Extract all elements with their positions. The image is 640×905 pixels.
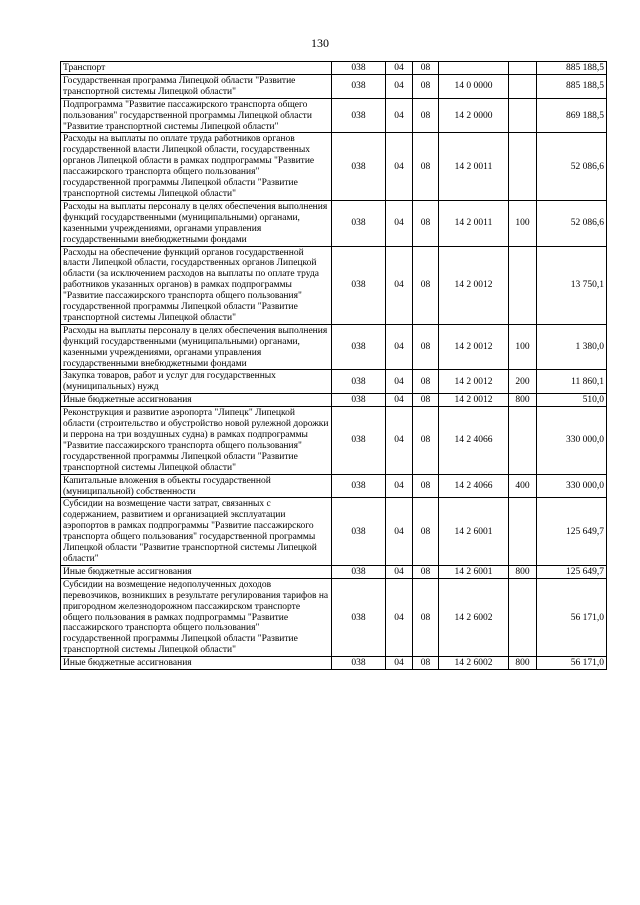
row-subsection-code-cell: 08 (413, 246, 439, 324)
row-expense-type-cell: 800 (509, 657, 537, 670)
row-admin-code-cell: 038 (332, 324, 386, 370)
row-expense-type-cell (509, 246, 537, 324)
row-section-code-cell: 04 (386, 370, 413, 394)
row-admin-code-cell: 038 (332, 394, 386, 407)
row-admin-code-cell: 038 (332, 498, 386, 565)
row-name-cell: Субсидии на возмещение части затрат, связанных с содержанием, развитием и организацией эксплуатации аэропортов в рамках подпрограммы "Развитие пассажирского транспорта общего пользования" государственной программы Липецкой области "Развитие транспортной системы Липецкой области" (61, 498, 332, 565)
row-section-code-cell: 04 (386, 657, 413, 670)
row-name-cell: Расходы на обеспечение функций органов государственной власти Липецкой области, государственных органов Липецкой области (за исключением расходов на выплаты по оплате труда работников указанных органов) в рамках подпрограммы "Развитие пассажирского транспорта общего пользования" государственной программы Липецкой области "Развитие транспортной системы Липецкой области" (61, 246, 332, 324)
row-section-code-cell: 04 (386, 246, 413, 324)
row-amount-cell: 330 000,0 (537, 474, 607, 498)
row-section-code-cell: 04 (386, 324, 413, 370)
table-row (61, 578, 607, 656)
table-row (61, 394, 607, 407)
row-expense-type-cell: 400 (509, 474, 537, 498)
row-expense-type-cell: 800 (509, 565, 537, 578)
row-admin-code-cell: 038 (332, 407, 386, 474)
table-row (61, 98, 607, 133)
row-admin-code-cell: 038 (332, 657, 386, 670)
row-name-cell: Подпрограмма "Развитие пассажирского транспорта общего пользования" государственной программы Липецкой области "Развитие транспортной системы Липецкой области" (61, 98, 332, 133)
row-amount-cell: 13 750,1 (537, 246, 607, 324)
row-name-cell: Реконструкция и развитие аэропорта "Липецк" Липецкой области (строительство и обустройство новой рулежной дорожки и перрона на три воздушных судна) в рамках подпрограммы "Развитие пассажирского транспорта общего пользования" государственной программы Липецкой области "Развитие транспортной системы Липецкой области" (61, 407, 332, 474)
row-expense-type-cell: 200 (509, 370, 537, 394)
row-target-code-cell: 14 2 6001 (439, 565, 509, 578)
row-name-cell: Расходы на выплаты персоналу в целях обеспечения выполнения функций государственными (муниципальными) органами, казенными учреждениями, органами управления государственными внебюджетными фондами (61, 324, 332, 370)
row-section-code-cell: 04 (386, 407, 413, 474)
row-admin-code-cell: 038 (332, 370, 386, 394)
row-name-cell: Расходы на выплаты персоналу в целях обеспечения выполнения функций государственными (муниципальными) органами, казенными учреждениями, органами управления государственными внебюджетными фондами (61, 200, 332, 246)
row-name-cell: Закупка товаров, работ и услуг для государственных (муниципальных) нужд (61, 370, 332, 394)
table-row (61, 370, 607, 394)
row-admin-code-cell: 038 (332, 74, 386, 98)
row-expense-type-cell (509, 498, 537, 565)
row-subsection-code-cell: 08 (413, 98, 439, 133)
row-target-code-cell: 14 2 0012 (439, 324, 509, 370)
row-amount-cell: 52 086,6 (537, 133, 607, 200)
row-section-code-cell: 04 (386, 565, 413, 578)
row-section-code-cell: 04 (386, 578, 413, 656)
row-subsection-code-cell: 08 (413, 394, 439, 407)
row-subsection-code-cell: 08 (413, 565, 439, 578)
row-expense-type-cell (509, 133, 537, 200)
table-row (61, 133, 607, 200)
row-subsection-code-cell: 08 (413, 62, 439, 75)
row-subsection-code-cell: 08 (413, 324, 439, 370)
row-amount-cell: 885 188,5 (537, 74, 607, 98)
row-target-code-cell: 14 2 0011 (439, 133, 509, 200)
row-subsection-code-cell: 08 (413, 407, 439, 474)
row-subsection-code-cell: 08 (413, 133, 439, 200)
row-subsection-code-cell: 08 (413, 474, 439, 498)
row-expense-type-cell (509, 407, 537, 474)
row-admin-code-cell: 038 (332, 474, 386, 498)
row-expense-type-cell: 100 (509, 200, 537, 246)
row-name-cell: Капитальные вложения в объекты государственной (муниципальной) собственности (61, 474, 332, 498)
row-name-cell: Государственная программа Липецкой области "Развитие транспортной системы Липецкой области" (61, 74, 332, 98)
row-section-code-cell: 04 (386, 62, 413, 75)
row-amount-cell: 52 086,6 (537, 200, 607, 246)
table-row (61, 74, 607, 98)
row-admin-code-cell: 038 (332, 133, 386, 200)
table-row (61, 565, 607, 578)
row-subsection-code-cell: 08 (413, 498, 439, 565)
row-subsection-code-cell: 08 (413, 200, 439, 246)
row-amount-cell: 11 860,1 (537, 370, 607, 394)
row-section-code-cell: 04 (386, 74, 413, 98)
row-name-cell: Расходы на выплаты по оплате труда работников органов государственной власти Липецкой области, государственных органов Липецкой области в рамках подпрограммы "Развитие пассажирского транспорта общего пользования" государственной программы Липецкой области "Развитие транспортной системы Липецкой области" (61, 133, 332, 200)
table-row (61, 246, 607, 324)
page-number: 130 (311, 36, 329, 50)
row-expense-type-cell (509, 74, 537, 98)
table-row (61, 657, 607, 670)
row-subsection-code-cell: 08 (413, 657, 439, 670)
row-section-code-cell: 04 (386, 133, 413, 200)
row-name-cell: Иные бюджетные ассигнования (61, 394, 332, 407)
row-expense-type-cell (509, 578, 537, 656)
row-amount-cell: 330 000,0 (537, 407, 607, 474)
row-name-cell: Иные бюджетные ассигнования (61, 565, 332, 578)
row-expense-type-cell: 800 (509, 394, 537, 407)
row-admin-code-cell: 038 (332, 565, 386, 578)
row-amount-cell: 510,0 (537, 394, 607, 407)
row-name-cell: Транспорт (61, 62, 332, 75)
row-subsection-code-cell: 08 (413, 578, 439, 656)
row-target-code-cell: 14 2 6001 (439, 498, 509, 565)
row-amount-cell: 869 188,5 (537, 98, 607, 133)
row-section-code-cell: 04 (386, 498, 413, 565)
row-expense-type-cell (509, 98, 537, 133)
budget-table (60, 61, 607, 670)
row-section-code-cell: 04 (386, 98, 413, 133)
row-amount-cell: 56 171,0 (537, 578, 607, 656)
row-amount-cell: 125 649,7 (537, 565, 607, 578)
row-section-code-cell: 04 (386, 474, 413, 498)
table-row (61, 474, 607, 498)
row-target-code-cell: 14 2 6002 (439, 578, 509, 656)
row-target-code-cell: 14 2 0012 (439, 246, 509, 324)
row-target-code-cell: 14 2 4066 (439, 474, 509, 498)
row-admin-code-cell: 038 (332, 200, 386, 246)
row-admin-code-cell: 038 (332, 246, 386, 324)
row-name-cell: Иные бюджетные ассигнования (61, 657, 332, 670)
table-row (61, 324, 607, 370)
row-section-code-cell: 04 (386, 200, 413, 246)
row-target-code-cell: 14 2 0000 (439, 98, 509, 133)
row-expense-type-cell (509, 62, 537, 75)
row-name-cell: Субсидии на возмещение недополученных доходов перевозчиков, возникших в результате регулирования тарифов на пригородном железнодорожном пассажирском транспорте общего пользования в рамках подпрограммы "Развитие пассажирского транспорта общего пользования" государственной программы Липецкой области "Развитие транспортной системы Липецкой области" (61, 578, 332, 656)
row-amount-cell: 1 380,0 (537, 324, 607, 370)
row-admin-code-cell: 038 (332, 578, 386, 656)
row-admin-code-cell: 038 (332, 98, 386, 133)
row-subsection-code-cell: 08 (413, 74, 439, 98)
row-target-code-cell: 14 2 0012 (439, 370, 509, 394)
row-subsection-code-cell: 08 (413, 370, 439, 394)
row-amount-cell: 885 188,5 (537, 62, 607, 75)
row-target-code-cell: 14 2 0012 (439, 394, 509, 407)
row-target-code-cell: 14 2 0011 (439, 200, 509, 246)
row-target-code-cell: 14 2 4066 (439, 407, 509, 474)
table-row (61, 407, 607, 474)
row-admin-code-cell: 038 (332, 62, 386, 75)
table-row (61, 200, 607, 246)
table-row (61, 498, 607, 565)
row-section-code-cell: 04 (386, 394, 413, 407)
row-amount-cell: 125 649,7 (537, 498, 607, 565)
row-target-code-cell: 14 2 6002 (439, 657, 509, 670)
table-row (61, 62, 607, 75)
row-target-code-cell: 14 0 0000 (439, 74, 509, 98)
row-expense-type-cell: 100 (509, 324, 537, 370)
row-target-code-cell (439, 62, 509, 75)
row-amount-cell: 56 171,0 (537, 657, 607, 670)
